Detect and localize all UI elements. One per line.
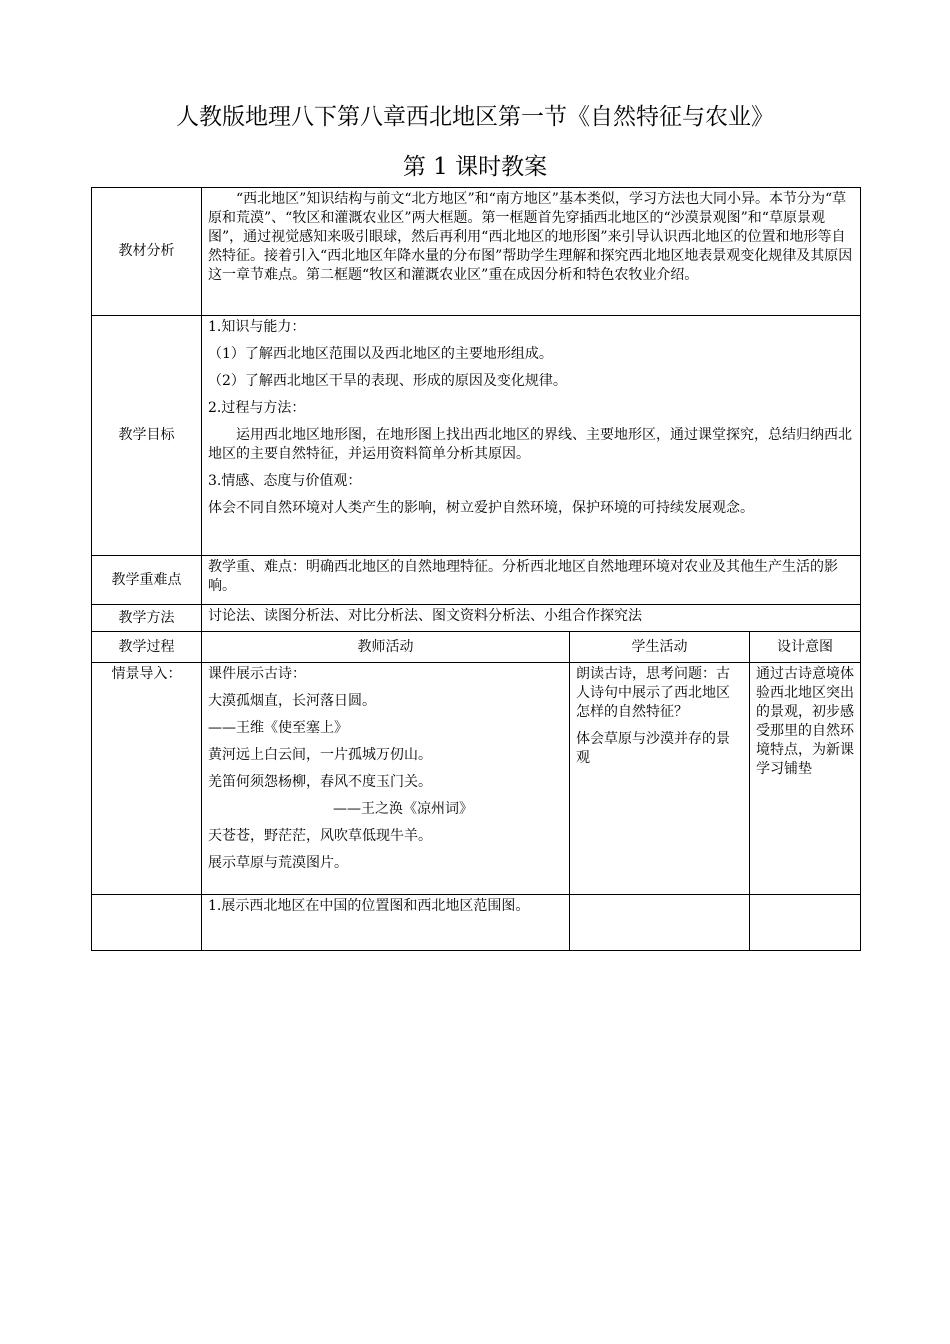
intro-row <box>92 663 861 895</box>
intro-student-cell <box>570 663 750 895</box>
process-header-row <box>92 632 861 663</box>
analysis-label: 教材分析 <box>92 188 202 316</box>
analysis-text: “西北地区”知识结构与前文“北方地区”和“南方地区”基本类似，学习方法也大同小异。本节分为“草原和荒漠”、“牧区和灌溉农业区”两大框题。第一框题首先穿插西北地区的“沙漠景观图”和“草原景观图”，通过视觉感知来吸引眼球，然后再利用“西北地区的地形图”来引导认识西北地区的位置和地形等自然特征。接着引入“西北地区年降水量的分布图”帮助学生理解和探究西北地区地表景观变化规律及其原因这一章节难点。第二框题“牧区和灌溉农业区”重在成因分析和特色农牧业介绍。 <box>208 191 853 283</box>
lesson-plan-table <box>91 187 861 951</box>
design-intent-header: 设计意图 <box>750 632 861 663</box>
teacher-line-5: 羌笛何须怨杨柳，春风不度玉门关。 <box>208 774 432 790</box>
goal-item-1: （1）了解西北地区范围以及西北地区的主要地形组成。 <box>208 346 553 362</box>
teacher-line-3: ——王维《使至塞上》 <box>208 720 348 736</box>
student-activity-header: 学生活动 <box>570 632 750 663</box>
intent-text: 通过古诗意境体验西北地区突出的景观，初步感受那里的自然环境特点，为新课学习铺垫 <box>756 666 854 777</box>
methods-label: 教学方法 <box>92 605 202 632</box>
methods-row <box>92 605 861 632</box>
analysis-row <box>92 188 861 316</box>
goal-heading-emotion: 3.情感、态度与价值观： <box>208 473 362 489</box>
intro-teacher-cell <box>202 663 570 895</box>
teacher-line-1: 课件展示古诗： <box>208 666 306 682</box>
methods-text: 讨论法、读图分析法、对比分析法、图文资料分析法、小组合作探究法 <box>202 605 861 632</box>
process-row-2 <box>92 895 861 951</box>
goal-emotion-text: 体会不同自然环境对人类产生的影响，树立爱护自然环境，保护环境的可持续发展观念。 <box>208 500 754 516</box>
student-line-2: 体会草原与沙漠并存的景观 <box>576 731 730 766</box>
goals-row <box>92 316 861 556</box>
row2-label <box>92 895 202 951</box>
teacher-line-7: 天苍苍，野茫茫，风吹草低现牛羊。 <box>208 828 432 844</box>
goals-label: 教学目标 <box>92 316 202 556</box>
goals-text-cell <box>202 316 861 556</box>
analysis-text-cell <box>202 188 861 316</box>
teacher-line-6: ——王之涣《凉州词》 <box>333 801 473 817</box>
row2-teacher: 1.展示西北地区在中国的位置图和西北地区范围图。 <box>202 895 570 951</box>
teacher-activity-header: 教师活动 <box>202 632 570 663</box>
goal-heading-process: 2.过程与方法： <box>208 400 306 416</box>
page-title: 人教版地理八下第八章西北地区第一节《自然特征与农业》 <box>176 104 774 130</box>
intro-intent-cell <box>750 663 861 895</box>
process-label: 教学过程 <box>92 632 202 663</box>
page-subtitle: 第 1 课时教案 <box>402 154 548 180</box>
row2-intent <box>750 895 861 951</box>
teacher-line-8: 展示草原与荒漠图片。 <box>208 855 348 871</box>
teacher-line-2: 大漠孤烟直，长河落日圆。 <box>208 693 376 709</box>
goal-heading-knowledge: 1.知识与能力： <box>208 319 306 335</box>
teacher-line-4: 黄河远上白云间，一片孤城万仞山。 <box>208 747 432 763</box>
keypoints-text: 教学重、难点：明确西北地区的自然地理特征。分析西北地区自然地理环境对农业及其他生产生活的影响。 <box>202 556 861 605</box>
keypoints-row <box>92 556 861 605</box>
goal-process-text: 运用西北地区地形图，在地形图上找出西北地区的界线、主要地形区，通过课堂探究，总结归纳西北地区的主要自然特征，并运用资料简单分析其原因。 <box>208 427 852 462</box>
keypoints-label: 教学重难点 <box>92 556 202 605</box>
goal-item-2: （2）了解西北地区干旱的表现、形成的原因及变化规律。 <box>208 373 567 389</box>
intro-label: 情景导入： <box>92 663 202 895</box>
row2-student <box>570 895 750 951</box>
student-line-1: 朗读古诗，思考问题：古人诗句中展示了西北地区怎样的自然特征？ <box>576 666 730 720</box>
